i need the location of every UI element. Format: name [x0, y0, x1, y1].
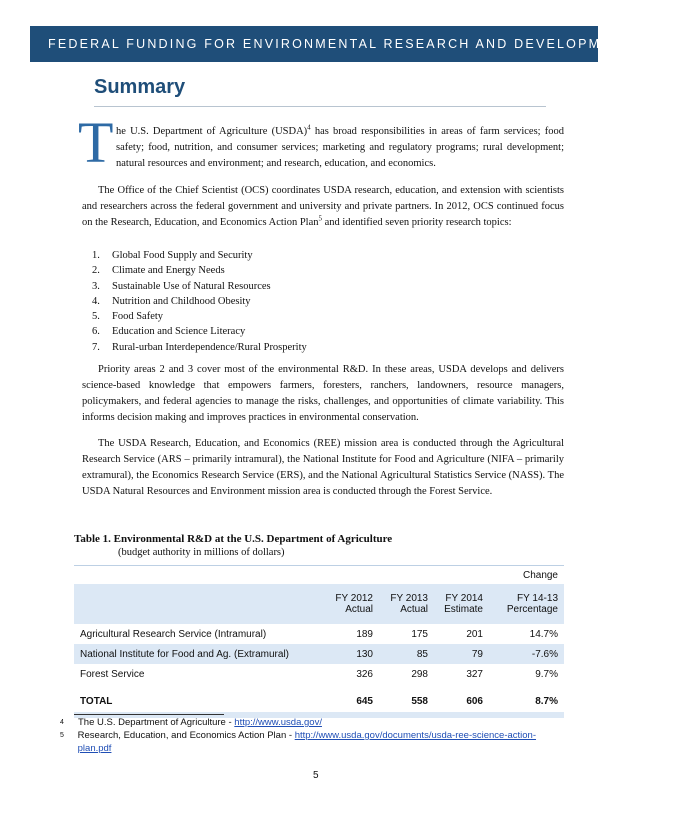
- priority-paragraph: Priority areas 2 and 3 cover most of the environmental R&D. In these areas, USDA develops and delivers science-based knowledge that empowers farmers, foresters, ranchers, landowners, resource managers, policymakers, and federal agencies to manage the risks, challenges, and opportunities of climate variability. This informs decision making and improves practices in environmental conservation.: [82, 364, 564, 423]
- funding-table: [74, 566, 564, 718]
- list-item: 5. Food Safety: [92, 311, 164, 323]
- list-item: 4. Nutrition and Childhood Obesity: [92, 295, 251, 307]
- ocs-paragraph: [82, 183, 564, 231]
- col-header-change: FY 14-13 Percentage: [489, 584, 564, 624]
- page-number: 5: [313, 770, 319, 781]
- table-row: Forest Service 326 298 327 9.7%: [80, 668, 558, 680]
- table-subtitle: (budget authority in millions of dollars): [118, 547, 285, 558]
- ocs-text-start: The Office of the Chief Scientist (OCS) coordinates USDA research, education, and extension with scientists and researchers across the federal government and university and private partners. In 2012, OCS continued focus on the Research, Education, and Economics Action Plan: [82, 185, 564, 228]
- usda-link[interactable]: http://www.usda.gov/: [234, 717, 322, 728]
- footnote-5: 5 Research, Education, and Economics Action Plan - http://www.usda.gov/documents/usda-ree-science-action-plan.pdf: [60, 730, 537, 754]
- col-header-fy2014: FY 2014 Estimate: [434, 584, 489, 624]
- footnote-ref-4: 4: [307, 123, 311, 132]
- intro-paragraph: [116, 124, 564, 172]
- ree-paragraph: The USDA Research, Education, and Economics (REE) mission area is conducted through the Agricultural Research Service (ARS – primarily intramural), the National Institute for Food and Agriculture (NIFA – primarily extramural), the Economics Research Service (ERS), and the National Agricultural Statistics Service (NASS). The USDA Natural Resources and Environment mission area is conducted through the Forest Service.: [82, 438, 564, 497]
- banner-title: FEDERAL FUNDING FOR ENVIRONMENTAL RESEARCH AND DEVELOPMENT 2014: [48, 37, 675, 51]
- col-header-fy2013: FY 2013 Actual: [379, 584, 434, 624]
- table-row: National Institute for Food and Ag. (Extramural) 130 85 79 -7.6%: [74, 644, 564, 664]
- table-title: Table 1. Environmental R&D at the U.S. Department of Agriculture: [74, 533, 393, 545]
- priority-topics-list: [92, 248, 307, 355]
- drop-cap: T: [78, 110, 114, 175]
- ocs-text-end: and identified seven priority research topics:: [321, 217, 512, 228]
- title-rule: [94, 106, 546, 107]
- footnote-ref-5: 5: [318, 214, 322, 223]
- table-row: Agricultural Research Service (Intramural) 189 175 201 14.7%: [80, 628, 558, 640]
- intro-text-start: he U.S. Department of Agriculture (USDA): [116, 126, 308, 137]
- table-total-row: TOTAL 645 558 606 8.7%: [80, 695, 558, 707]
- list-item: 6. Education and Science Literacy: [92, 326, 246, 338]
- section-title: Summary: [94, 76, 186, 98]
- report-banner: [30, 26, 675, 62]
- change-header: Change: [522, 569, 558, 581]
- intro-text-end: has broad responsibilities in areas of farm services; food safety; food, nutrition, and consumer services; marketing and regulatory programs; rural development; natural resources and environment; and research, education, and economics.: [116, 126, 565, 169]
- footnotes: [60, 716, 560, 755]
- table-row: [74, 566, 564, 584]
- footnote-4: 4 The U.S. Department of Agriculture - http://www.usda.gov/: [60, 717, 322, 728]
- footnote-rule: [74, 714, 224, 715]
- col-header-fy2012: FY 2012 Actual: [324, 584, 379, 624]
- list-item: 7. Rural-urban Interdependence/Rural Prosperity: [92, 341, 307, 353]
- list-item: 1. Global Food Supply and Security: [92, 250, 253, 261]
- list-item: 2. Climate and Energy Needs: [92, 265, 225, 277]
- action-plan-link[interactable]: http://www.usda.gov/documents/usda-ree-science-action-plan.pdf: [77, 730, 537, 754]
- table-header-row: [74, 584, 564, 624]
- list-item: 3. Sustainable Use of Natural Resources: [92, 280, 271, 292]
